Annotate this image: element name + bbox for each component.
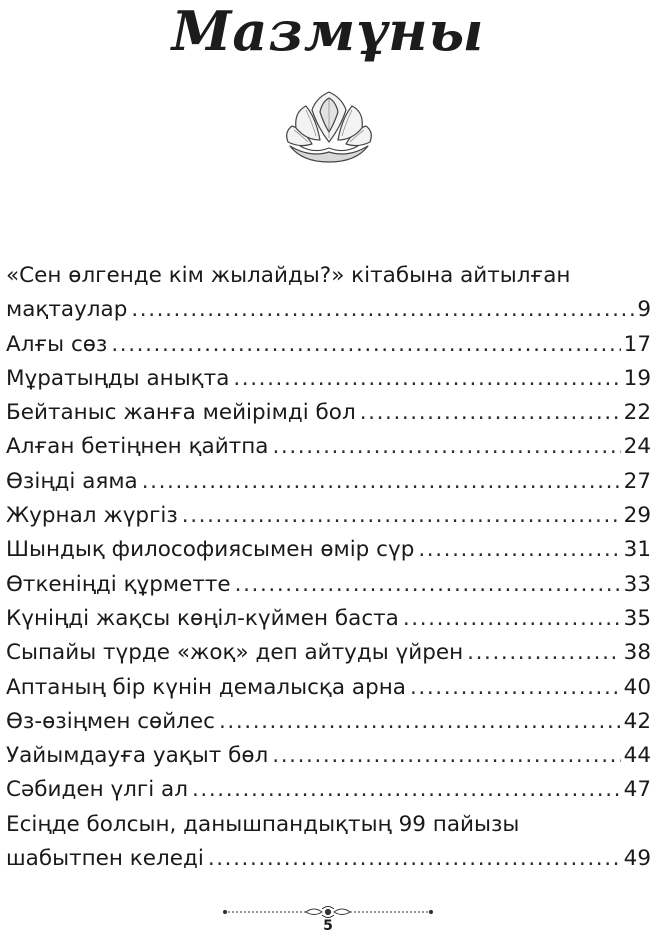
dot-leader [233, 362, 620, 396]
toc-entry-title: Уайымдауға уақыт бөл [6, 743, 269, 769]
toc-entry [6, 568, 651, 602]
toc-entry-title: «Сен өлгенде кім жылайды?» кітабына айтылған [6, 263, 571, 288]
toc-entry-title: Аптаның бір күнін демалысқа арна [6, 674, 406, 700]
toc-entry-title: Шындық философиясымен өмір сүр [6, 537, 415, 563]
toc-entry [6, 430, 651, 464]
toc-entry [6, 259, 651, 293]
dot-leader [467, 636, 620, 670]
toc-entry-title: Бейтаныс жанға мейірімді бол [6, 400, 356, 426]
toc-entry [6, 739, 651, 773]
toc-entry [6, 636, 651, 670]
dot-leader [235, 568, 621, 602]
dot-leader [272, 430, 620, 464]
dot-leader [131, 293, 634, 327]
toc-entry-title: Өз-өзіңмен сөйлес [6, 708, 215, 734]
toc-entry-title: Күніңді жақсы көңіл-күймен баста [6, 605, 399, 631]
toc-entry-title: Есіңде болсын, данышпандықтың 99 пайызы [6, 811, 520, 837]
toc-entry-page: 33 [623, 571, 651, 597]
toc-entry-title: Сыпайы түрде «жоқ» деп айтуды үйрен [6, 640, 464, 666]
toc-entry-page: 31 [623, 537, 651, 563]
toc-entry [6, 705, 651, 739]
toc-entry [6, 465, 651, 499]
toc-entry-page: 29 [623, 503, 651, 529]
page-title: Мазмұны [171, 0, 485, 63]
dot-leader [192, 773, 621, 807]
toc-entry [6, 602, 651, 636]
dot-leader [360, 396, 621, 430]
toc-entry [6, 773, 651, 807]
toc-entry-title: Өткеніңді құрметте [6, 571, 231, 597]
toc-entry [6, 808, 651, 842]
dot-leader [272, 739, 620, 773]
toc-entry [6, 842, 651, 876]
toc-entry-title: Өзіңді аяма [6, 468, 138, 494]
toc-entry-title: Мұратыңды анықта [6, 365, 230, 391]
toc-entry [6, 499, 651, 533]
table-of-contents [6, 259, 651, 876]
page-number: 5 [323, 918, 333, 934]
toc-entry [6, 533, 651, 567]
toc-entry [6, 671, 651, 705]
dot-leader [182, 499, 621, 533]
dot-leader [418, 533, 620, 567]
toc-entry-page: 27 [623, 468, 651, 494]
lotus-icon [282, 88, 376, 164]
toc-entry-page: 44 [623, 743, 651, 769]
dot-leader [142, 465, 621, 499]
toc-entry-page: 9 [637, 297, 651, 323]
toc-entry [6, 396, 651, 430]
toc-entry-page: 19 [623, 365, 651, 391]
toc-entry-title: мақтаулар [6, 297, 128, 323]
toc-entry-title: Журнал жүргіз [6, 503, 178, 529]
toc-entry [6, 362, 651, 396]
toc-entry-title: Сәбиден үлгі ал [6, 777, 188, 803]
toc-entry-title: Алғы сөз [6, 331, 108, 357]
toc-entry-page: 35 [623, 605, 651, 631]
dot-leader [219, 705, 621, 739]
toc-entry [6, 328, 651, 362]
toc-entry-title: Алған бетіңнен қайтпа [6, 434, 269, 460]
toc-entry [6, 293, 651, 327]
toc-entry-page: 22 [623, 400, 651, 426]
toc-entry-title: шабытпен келеді [6, 846, 204, 872]
toc-entry-page: 49 [623, 846, 651, 872]
toc-entry-page: 42 [623, 708, 651, 734]
toc-entry-page: 24 [623, 434, 651, 460]
dot-leader [403, 602, 621, 636]
toc-entry-page: 17 [623, 331, 651, 357]
toc-entry-page: 38 [623, 640, 651, 666]
toc-entry-page: 47 [623, 777, 651, 803]
dot-leader [410, 671, 621, 705]
dot-leader [111, 328, 620, 362]
toc-entry-page: 40 [623, 674, 651, 700]
dot-leader [208, 842, 621, 876]
